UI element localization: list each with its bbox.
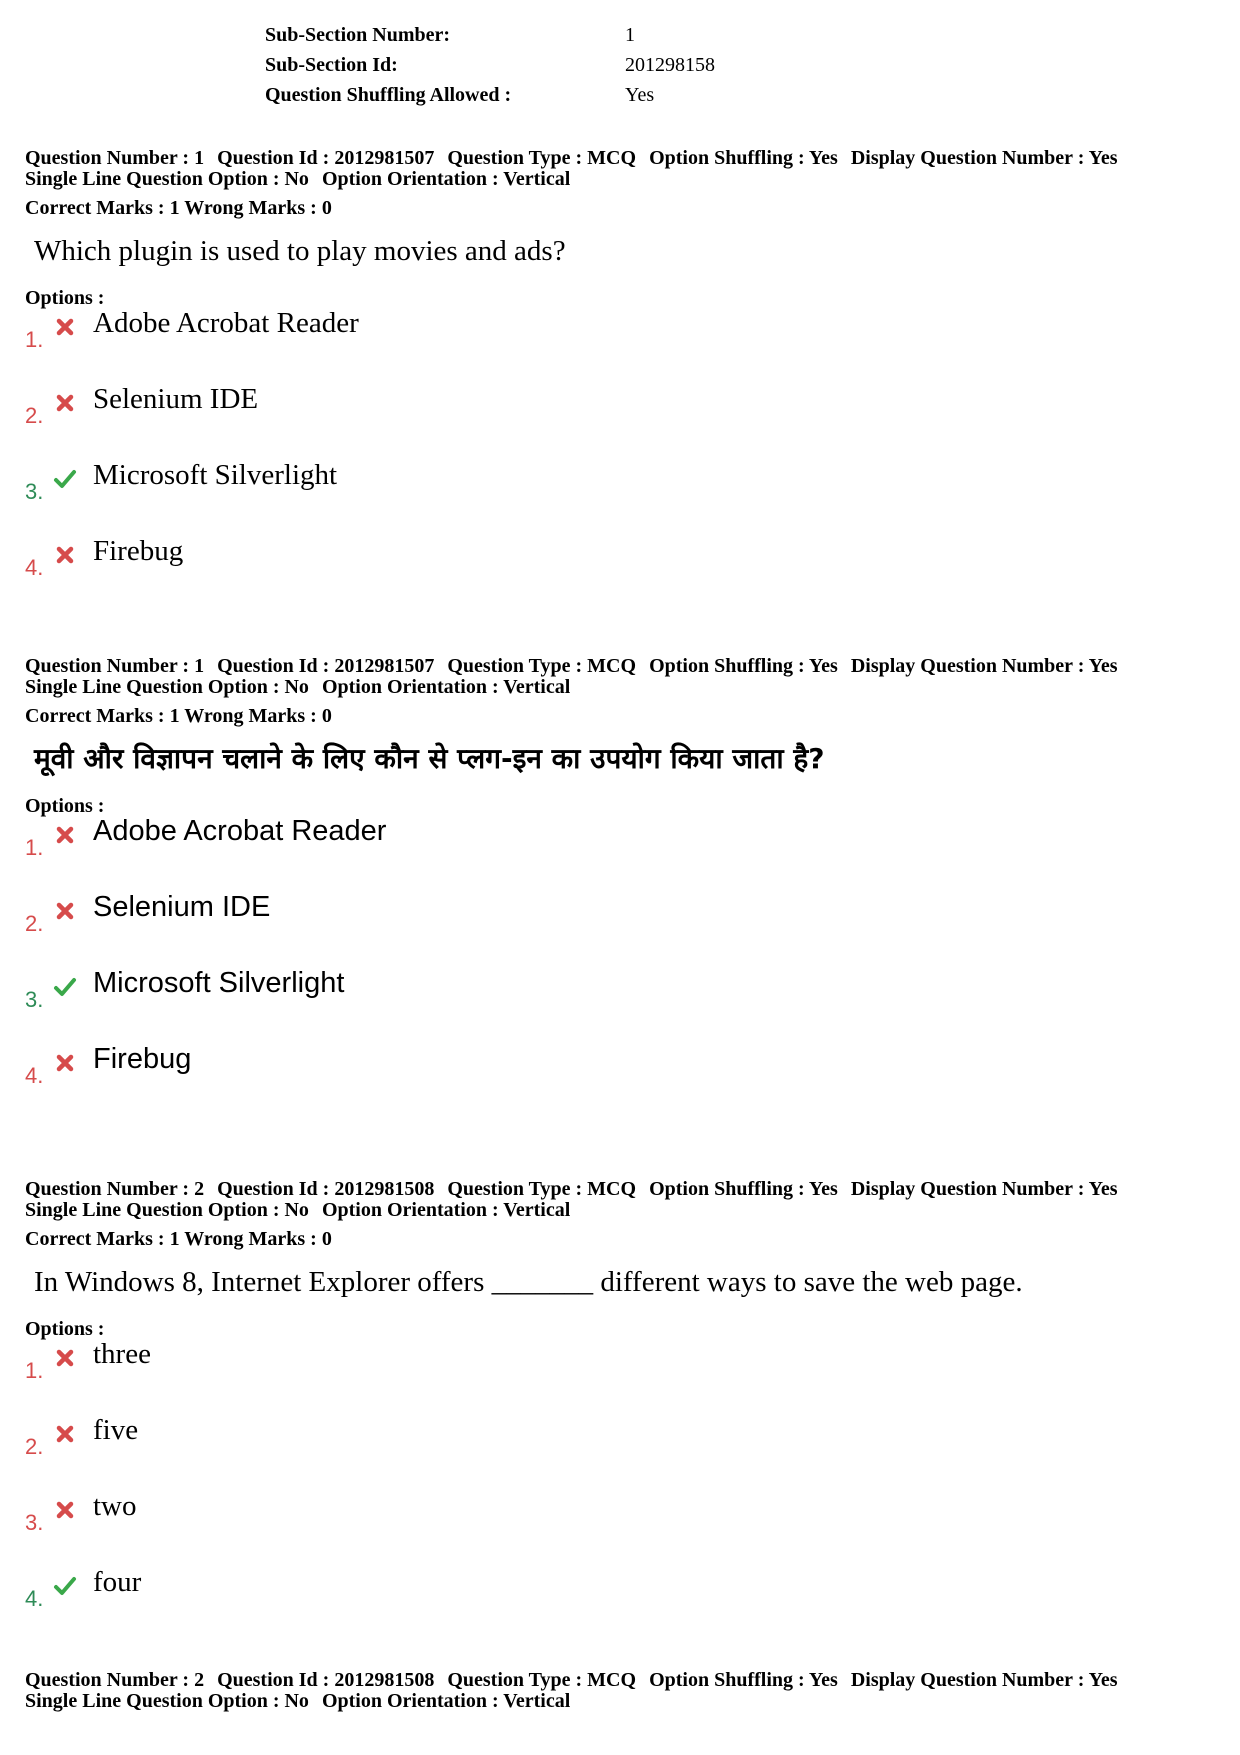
correct-marks: Correct Marks : 1 xyxy=(25,705,180,727)
option-text: Firebug xyxy=(93,1043,192,1075)
question-meta-line-1 xyxy=(25,1179,1215,1200)
options-label: Options : xyxy=(25,795,105,817)
cross-icon xyxy=(53,543,77,567)
options-label: Options : xyxy=(25,1318,105,1340)
cross-icon xyxy=(53,315,77,339)
single-line-question-option: Single Line Question Option : No xyxy=(25,1690,309,1712)
question-text: Which plugin is used to play movies and ads? xyxy=(34,235,566,267)
option-item xyxy=(25,1568,1215,1644)
marks-line xyxy=(25,1228,1215,1250)
option-number: 2. xyxy=(25,911,44,936)
question-block xyxy=(25,148,1215,613)
options-list xyxy=(25,1340,1215,1644)
option-text: Selenium IDE xyxy=(93,383,259,415)
check-icon xyxy=(53,975,77,999)
option-number: 3. xyxy=(25,987,44,1012)
question-meta-line-2 xyxy=(25,1200,1215,1221)
single-line-question-option: Single Line Question Option : No xyxy=(25,676,309,698)
option-text: Adobe Acrobat Reader xyxy=(93,815,387,847)
question-id: Question Id : 2012981508 xyxy=(217,1178,435,1200)
option-number: 3. xyxy=(25,1510,44,1535)
options-label: Options : xyxy=(25,287,105,309)
option-item xyxy=(25,461,1215,537)
question-text: In Windows 8, Internet Explorer offers _______ different ways to save the web page. xyxy=(34,1266,1023,1298)
option-item xyxy=(25,817,1215,893)
option-number: 4. xyxy=(25,1063,44,1088)
question-meta-line-1 xyxy=(25,148,1215,169)
display-question-number: Display Question Number : Yes xyxy=(850,1178,1118,1200)
wrong-marks: Wrong Marks : 0 xyxy=(184,1228,332,1250)
option-text: three xyxy=(93,1338,151,1370)
option-shuffling: Option Shuffling : Yes xyxy=(649,147,838,169)
display-question-number: Display Question Number : Yes xyxy=(850,147,1118,169)
option-text: five xyxy=(93,1414,139,1446)
option-shuffling: Option Shuffling : Yes xyxy=(649,655,838,677)
option-number: 4. xyxy=(25,555,44,580)
option-orientation: Option Orientation : Vertical xyxy=(321,676,571,698)
option-text: Adobe Acrobat Reader xyxy=(93,307,359,339)
correct-marks: Correct Marks : 1 xyxy=(25,1228,180,1250)
check-icon xyxy=(53,467,77,491)
option-number: 2. xyxy=(25,403,44,428)
question-type: Question Type : MCQ xyxy=(447,1178,637,1200)
cross-icon xyxy=(53,1498,77,1522)
question-block xyxy=(25,656,1215,1121)
question-meta-line-1 xyxy=(25,1670,1215,1691)
display-question-number: Display Question Number : Yes xyxy=(850,1669,1118,1691)
question-type: Question Type : MCQ xyxy=(447,147,637,169)
question-type: Question Type : MCQ xyxy=(447,655,637,677)
subsection-id-value: 201298158 xyxy=(625,54,715,76)
option-orientation: Option Orientation : Vertical xyxy=(321,168,571,190)
question-block xyxy=(25,1670,1215,1712)
check-icon xyxy=(53,1574,77,1598)
cross-icon xyxy=(53,1051,77,1075)
option-item xyxy=(25,537,1215,613)
option-item xyxy=(25,1492,1215,1568)
option-number: 1. xyxy=(25,1358,44,1383)
cross-icon xyxy=(53,1346,77,1370)
option-text: Firebug xyxy=(93,535,184,567)
question-type: Question Type : MCQ xyxy=(447,1669,637,1691)
question-shuffling-value: Yes xyxy=(625,84,655,106)
question-meta-line-2 xyxy=(25,169,1215,190)
wrong-marks: Wrong Marks : 0 xyxy=(184,705,332,727)
question-id: Question Id : 2012981508 xyxy=(217,1669,435,1691)
option-item xyxy=(25,1416,1215,1492)
display-question-number: Display Question Number : Yes xyxy=(850,655,1118,677)
option-shuffling: Option Shuffling : Yes xyxy=(649,1669,838,1691)
cross-icon xyxy=(53,391,77,415)
option-item xyxy=(25,893,1215,969)
option-text: Microsoft Silverlight xyxy=(93,967,345,999)
question-number: Question Number : 1 xyxy=(25,655,205,677)
option-number: 4. xyxy=(25,1586,44,1611)
question-block xyxy=(25,1179,1215,1644)
option-number: 1. xyxy=(25,327,44,352)
correct-marks: Correct Marks : 1 xyxy=(25,197,180,219)
question-number: Question Number : 1 xyxy=(25,147,205,169)
question-meta-line-1 xyxy=(25,656,1215,677)
option-item xyxy=(25,385,1215,461)
cross-icon xyxy=(53,1422,77,1446)
option-item xyxy=(25,969,1215,1045)
single-line-question-option: Single Line Question Option : No xyxy=(25,1199,309,1221)
question-text: मूवी और विज्ञापन चलाने के लिए कौन से प्लग-इन का उपयोग किया जाता है? xyxy=(34,742,825,775)
question-id: Question Id : 2012981507 xyxy=(217,147,435,169)
marks-line xyxy=(25,197,1215,219)
option-shuffling: Option Shuffling : Yes xyxy=(649,1178,838,1200)
wrong-marks: Wrong Marks : 0 xyxy=(184,197,332,219)
single-line-question-option: Single Line Question Option : No xyxy=(25,168,309,190)
options-list xyxy=(25,817,1215,1121)
subsection-number-label: Sub-Section Number: xyxy=(265,24,451,46)
option-text: two xyxy=(93,1490,137,1522)
question-number: Question Number : 2 xyxy=(25,1669,205,1691)
question-number: Question Number : 2 xyxy=(25,1178,205,1200)
option-item xyxy=(25,1340,1215,1416)
option-number: 2. xyxy=(25,1434,44,1459)
marks-line xyxy=(25,705,1215,727)
option-text: four xyxy=(93,1566,142,1598)
question-meta-line-2 xyxy=(25,1691,1215,1712)
question-meta-line-2 xyxy=(25,677,1215,698)
option-orientation: Option Orientation : Vertical xyxy=(321,1690,571,1712)
option-orientation: Option Orientation : Vertical xyxy=(321,1199,571,1221)
cross-icon xyxy=(53,899,77,923)
option-text: Selenium IDE xyxy=(93,891,271,923)
option-number: 1. xyxy=(25,835,44,860)
option-item xyxy=(25,1045,1215,1121)
question-shuffling-label: Question Shuffling Allowed : xyxy=(265,84,512,106)
subsection-id-label: Sub-Section Id: xyxy=(265,54,398,76)
option-item xyxy=(25,309,1215,385)
options-list xyxy=(25,309,1215,613)
option-number: 3. xyxy=(25,479,44,504)
cross-icon xyxy=(53,823,77,847)
subsection-number-value: 1 xyxy=(625,24,635,46)
option-text: Microsoft Silverlight xyxy=(93,459,338,491)
question-id: Question Id : 2012981507 xyxy=(217,655,435,677)
